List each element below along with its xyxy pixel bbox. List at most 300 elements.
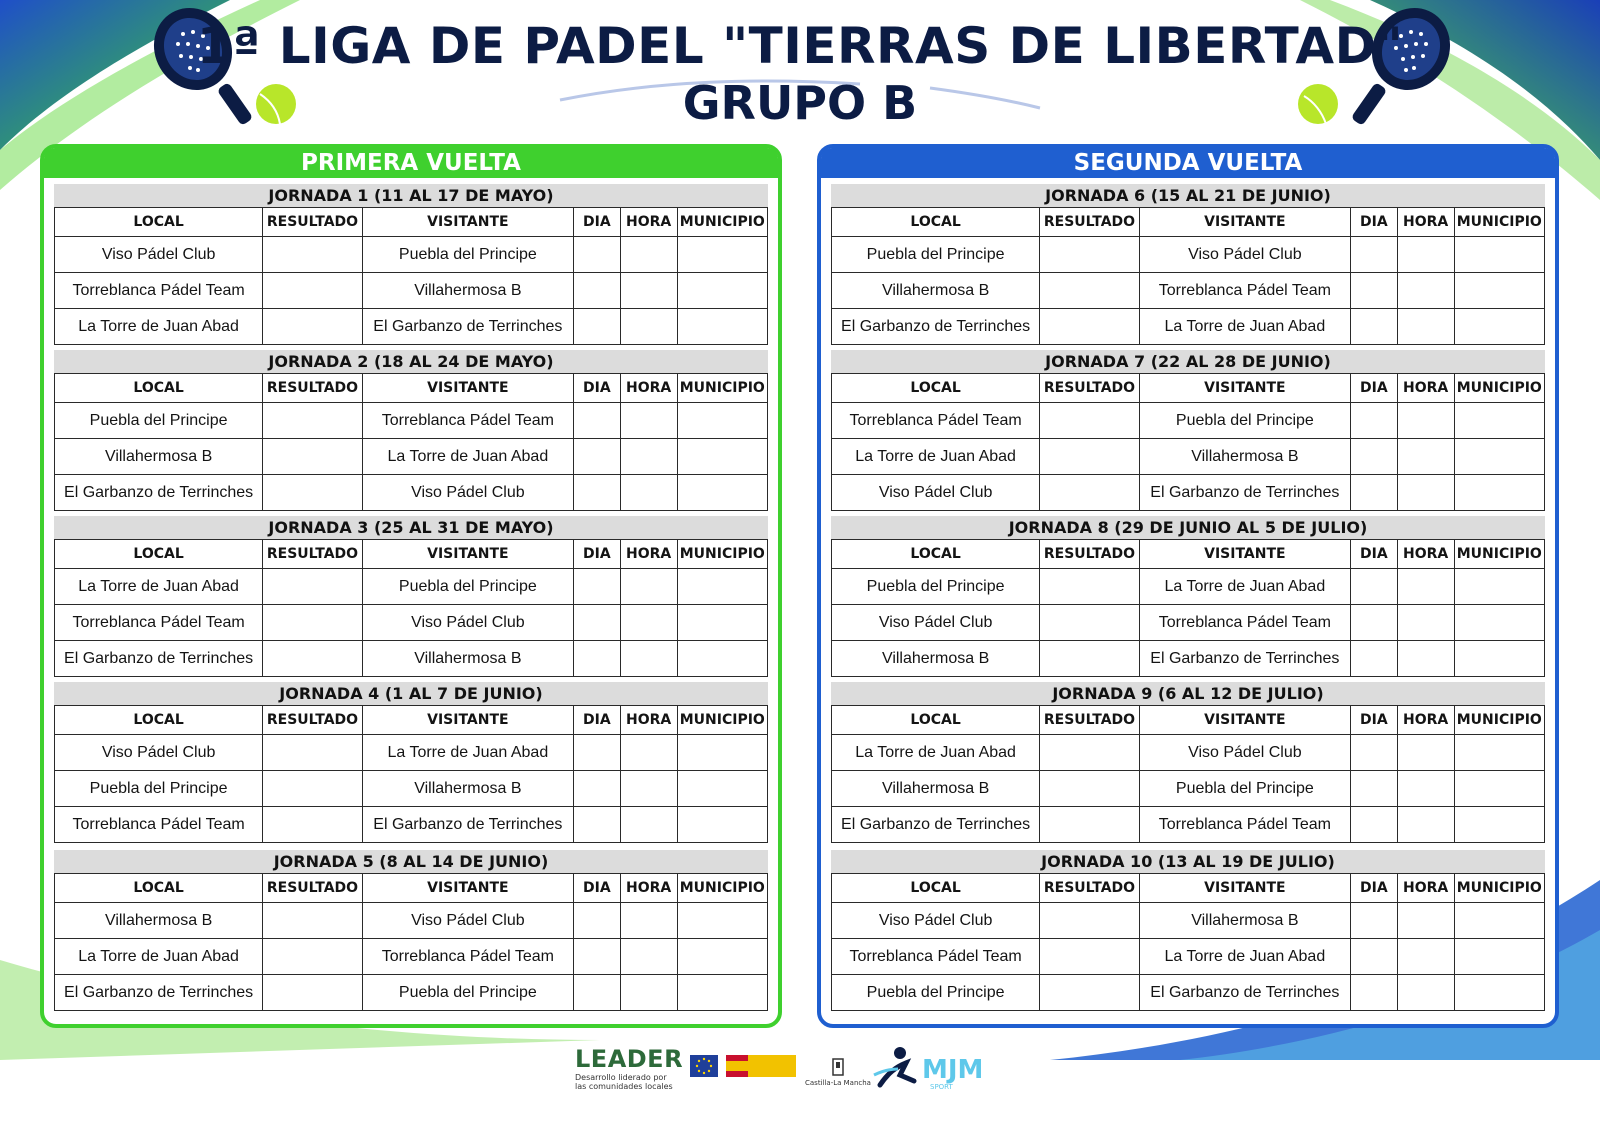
column-header: VISITANTE [362, 874, 573, 903]
column-header: RESULTADO [263, 874, 363, 903]
column-header: LOCAL [55, 874, 263, 903]
municipality-cell[interactable] [1454, 439, 1544, 475]
column-header: MUNICIPIO [1454, 374, 1544, 403]
municipality-cell[interactable] [677, 237, 767, 273]
visiting-team-cell: Viso Pádel Club [1139, 735, 1350, 771]
municipality-cell[interactable] [677, 475, 767, 511]
time-cell[interactable] [1397, 903, 1454, 939]
column-header: LOCAL [832, 208, 1040, 237]
local-team-cell: Puebla del Principe [832, 237, 1040, 273]
jornada-table [54, 373, 768, 511]
municipality-cell[interactable] [1454, 605, 1544, 641]
table-row [832, 237, 1545, 273]
column-header: MUNICIPIO [677, 706, 767, 735]
day-cell[interactable] [573, 439, 620, 475]
result-cell[interactable] [1040, 439, 1140, 475]
clm-logo-text: Castilla-La Mancha [805, 1079, 871, 1087]
column-header: VISITANTE [1139, 374, 1350, 403]
time-cell[interactable] [1397, 939, 1454, 975]
municipality-cell[interactable] [677, 439, 767, 475]
jornada-table [831, 207, 1545, 345]
column-header: DIA [1350, 706, 1397, 735]
result-cell[interactable] [1040, 475, 1140, 511]
jornada-table [54, 873, 768, 1011]
visiting-team-cell: Torreblanca Pádel Team [362, 403, 573, 439]
result-cell[interactable] [263, 903, 363, 939]
time-cell[interactable] [620, 807, 677, 843]
result-cell[interactable] [1040, 939, 1140, 975]
municipality-cell[interactable] [1454, 273, 1544, 309]
column-header: RESULTADO [1040, 374, 1140, 403]
day-cell[interactable] [573, 273, 620, 309]
local-team-cell: El Garbanzo de Terrinches [55, 475, 263, 511]
mjm-logo-text: MJM [922, 1055, 984, 1085]
column-header: DIA [1350, 374, 1397, 403]
local-team-cell: Viso Pádel Club [832, 475, 1040, 511]
column-header: DIA [573, 706, 620, 735]
day-cell[interactable] [573, 569, 620, 605]
visiting-team-cell: La Torre de Juan Abad [362, 735, 573, 771]
table-header-row [832, 208, 1545, 237]
local-team-cell: El Garbanzo de Terrinches [55, 975, 263, 1011]
time-cell[interactable] [620, 641, 677, 677]
day-cell[interactable] [1350, 237, 1397, 273]
column-header: RESULTADO [1040, 540, 1140, 569]
time-cell[interactable] [620, 903, 677, 939]
day-cell[interactable] [573, 605, 620, 641]
day-cell[interactable] [1350, 309, 1397, 345]
column-header: MUNICIPIO [677, 540, 767, 569]
clm-logo [805, 1057, 871, 1087]
time-cell[interactable] [620, 475, 677, 511]
clm-emblem-icon [828, 1057, 848, 1077]
column-header: MUNICIPIO [1454, 874, 1544, 903]
panel-segunda-vuelta [817, 144, 1559, 1028]
column-header: VISITANTE [1139, 208, 1350, 237]
column-header: HORA [1397, 706, 1454, 735]
result-cell[interactable] [1040, 237, 1140, 273]
result-cell[interactable] [263, 569, 363, 605]
day-cell[interactable] [1350, 439, 1397, 475]
day-cell[interactable] [573, 403, 620, 439]
day-cell[interactable] [573, 771, 620, 807]
result-cell[interactable] [263, 939, 363, 975]
table-row [55, 903, 768, 939]
day-cell[interactable] [573, 641, 620, 677]
panel-heading: PRIMERA VUELTA [44, 148, 778, 178]
leader-logo-text: LEADER [575, 1045, 684, 1073]
local-team-cell: Puebla del Principe [832, 569, 1040, 605]
jornada-block [831, 350, 1545, 511]
column-header: LOCAL [55, 374, 263, 403]
jornada-block [831, 682, 1545, 843]
table-row [832, 569, 1545, 605]
municipality-cell[interactable] [677, 309, 767, 345]
column-header: VISITANTE [362, 540, 573, 569]
footer-logos [0, 1045, 1600, 1131]
result-cell[interactable] [263, 475, 363, 511]
municipality-cell[interactable] [677, 403, 767, 439]
time-cell[interactable] [620, 569, 677, 605]
time-cell[interactable] [620, 237, 677, 273]
table-row [832, 439, 1545, 475]
municipality-cell[interactable] [677, 939, 767, 975]
column-header: HORA [1397, 874, 1454, 903]
visiting-team-cell: El Garbanzo de Terrinches [362, 807, 573, 843]
column-header: VISITANTE [1139, 874, 1350, 903]
column-header: HORA [1397, 540, 1454, 569]
local-team-cell: La Torre de Juan Abad [55, 569, 263, 605]
result-cell[interactable] [263, 735, 363, 771]
result-cell[interactable] [1040, 807, 1140, 843]
local-team-cell: Viso Pádel Club [55, 237, 263, 273]
column-header: DIA [573, 208, 620, 237]
local-team-cell: El Garbanzo de Terrinches [832, 309, 1040, 345]
column-header: LOCAL [832, 874, 1040, 903]
column-header: HORA [620, 374, 677, 403]
time-cell[interactable] [620, 273, 677, 309]
column-header: MUNICIPIO [1454, 706, 1544, 735]
day-cell[interactable] [1350, 605, 1397, 641]
visiting-team-cell: Viso Pádel Club [362, 475, 573, 511]
result-cell[interactable] [263, 975, 363, 1011]
visiting-team-cell: Viso Pádel Club [362, 605, 573, 641]
table-header-row [832, 874, 1545, 903]
column-header: RESULTADO [263, 706, 363, 735]
table-row [832, 641, 1545, 677]
column-header: LOCAL [832, 374, 1040, 403]
time-cell[interactable] [1397, 273, 1454, 309]
table-header-row [55, 540, 768, 569]
municipality-cell[interactable] [677, 605, 767, 641]
visiting-team-cell: La Torre de Juan Abad [1139, 569, 1350, 605]
visiting-team-cell: Torreblanca Pádel Team [362, 939, 573, 975]
visiting-team-cell: Villahermosa B [1139, 903, 1350, 939]
jornada-block [54, 850, 768, 1011]
table-row [55, 771, 768, 807]
result-cell[interactable] [263, 309, 363, 345]
day-cell[interactable] [573, 975, 620, 1011]
visiting-team-cell: La Torre de Juan Abad [1139, 939, 1350, 975]
mjm-logo-subtext: SPORT [930, 1083, 953, 1091]
column-header: VISITANTE [362, 208, 573, 237]
time-cell[interactable] [620, 735, 677, 771]
group-title: GRUPO B [682, 76, 918, 130]
municipality-cell[interactable] [1454, 939, 1544, 975]
municipality-cell[interactable] [1454, 475, 1544, 511]
time-cell[interactable] [1397, 771, 1454, 807]
result-cell[interactable] [1040, 403, 1140, 439]
local-team-cell: La Torre de Juan Abad [832, 735, 1040, 771]
column-header: HORA [620, 208, 677, 237]
result-cell[interactable] [1040, 735, 1140, 771]
local-team-cell: Torreblanca Pádel Team [55, 273, 263, 309]
table-row [55, 975, 768, 1011]
result-cell[interactable] [263, 439, 363, 475]
result-cell[interactable] [263, 237, 363, 273]
municipality-cell[interactable] [677, 273, 767, 309]
column-header: DIA [1350, 540, 1397, 569]
column-header: MUNICIPIO [677, 374, 767, 403]
municipality-cell[interactable] [1454, 735, 1544, 771]
time-cell[interactable] [620, 309, 677, 345]
panel-body [44, 178, 778, 1011]
result-cell[interactable] [1040, 309, 1140, 345]
table-row [832, 735, 1545, 771]
column-header: MUNICIPIO [677, 874, 767, 903]
jornada-title: JORNADA 6 (15 AL 21 DE JUNIO) [831, 184, 1545, 207]
municipality-cell[interactable] [677, 569, 767, 605]
municipality-cell[interactable] [1454, 903, 1544, 939]
day-cell[interactable] [573, 475, 620, 511]
local-team-cell: Torreblanca Pádel Team [55, 605, 263, 641]
local-team-cell: Villahermosa B [55, 903, 263, 939]
municipality-cell[interactable] [1454, 569, 1544, 605]
table-row [55, 939, 768, 975]
column-header: LOCAL [832, 706, 1040, 735]
visiting-team-cell: El Garbanzo de Terrinches [1139, 975, 1350, 1011]
column-header: DIA [573, 540, 620, 569]
municipality-cell[interactable] [1454, 641, 1544, 677]
municipality-cell[interactable] [1454, 403, 1544, 439]
time-cell[interactable] [1397, 807, 1454, 843]
day-cell[interactable] [1350, 975, 1397, 1011]
visiting-team-cell: La Torre de Juan Abad [1139, 309, 1350, 345]
table-header-row [55, 374, 768, 403]
column-header: DIA [1350, 874, 1397, 903]
local-team-cell: El Garbanzo de Terrinches [55, 641, 263, 677]
leader-logo [575, 1045, 683, 1091]
table-row [55, 439, 768, 475]
column-header: MUNICIPIO [677, 208, 767, 237]
result-cell[interactable] [263, 641, 363, 677]
visiting-team-cell: Puebla del Principe [362, 975, 573, 1011]
visiting-team-cell: Villahermosa B [362, 273, 573, 309]
jornada-title: JORNADA 8 (29 DE JUNIO AL 5 DE JULIO) [831, 516, 1545, 539]
time-cell[interactable] [1397, 237, 1454, 273]
visiting-team-cell: El Garbanzo de Terrinches [362, 309, 573, 345]
local-team-cell: Villahermosa B [55, 439, 263, 475]
visiting-team-cell: Puebla del Principe [362, 569, 573, 605]
day-cell[interactable] [1350, 903, 1397, 939]
table-row [55, 273, 768, 309]
visiting-team-cell: Torreblanca Pádel Team [1139, 273, 1350, 309]
column-header: DIA [573, 874, 620, 903]
column-header: RESULTADO [1040, 706, 1140, 735]
local-team-cell: La Torre de Juan Abad [55, 309, 263, 345]
time-cell[interactable] [620, 403, 677, 439]
municipality-cell[interactable] [1454, 771, 1544, 807]
table-row [832, 273, 1545, 309]
column-header: VISITANTE [362, 706, 573, 735]
local-team-cell: Torreblanca Pádel Team [832, 403, 1040, 439]
day-cell[interactable] [1350, 771, 1397, 807]
local-team-cell: Villahermosa B [832, 641, 1040, 677]
column-header: HORA [620, 540, 677, 569]
municipality-cell[interactable] [1454, 309, 1544, 345]
table-row [55, 309, 768, 345]
mjm-sport-logo-icon [870, 1045, 922, 1093]
day-cell[interactable] [1350, 641, 1397, 677]
table-row [55, 403, 768, 439]
column-header: LOCAL [55, 706, 263, 735]
time-cell[interactable] [620, 439, 677, 475]
municipality-cell[interactable] [677, 807, 767, 843]
time-cell[interactable] [1397, 403, 1454, 439]
table-header-row [832, 706, 1545, 735]
local-team-cell: La Torre de Juan Abad [832, 439, 1040, 475]
day-cell[interactable] [573, 903, 620, 939]
table-row [55, 735, 768, 771]
jornada-title: JORNADA 10 (13 AL 19 DE JULIO) [831, 850, 1545, 873]
jornada-title: JORNADA 3 (25 AL 31 DE MAYO) [54, 516, 768, 539]
jornada-block [831, 850, 1545, 1011]
time-cell[interactable] [1397, 975, 1454, 1011]
result-cell[interactable] [263, 605, 363, 641]
panel-body [821, 178, 1555, 1011]
local-team-cell: Viso Pádel Club [832, 605, 1040, 641]
table-row [832, 903, 1545, 939]
local-team-cell: La Torre de Juan Abad [55, 939, 263, 975]
table-row [832, 475, 1545, 511]
jornada-table [831, 539, 1545, 677]
municipality-cell[interactable] [677, 903, 767, 939]
result-cell[interactable] [263, 771, 363, 807]
table-row [832, 309, 1545, 345]
day-cell[interactable] [1350, 735, 1397, 771]
municipality-cell[interactable] [677, 771, 767, 807]
page-title [0, 16, 1600, 130]
column-header: RESULTADO [263, 374, 363, 403]
column-header: LOCAL [832, 540, 1040, 569]
time-cell[interactable] [620, 975, 677, 1011]
visiting-team-cell: El Garbanzo de Terrinches [1139, 641, 1350, 677]
table-row [832, 939, 1545, 975]
time-cell[interactable] [620, 771, 677, 807]
table-header-row [55, 874, 768, 903]
jornada-title: JORNADA 7 (22 AL 28 DE JUNIO) [831, 350, 1545, 373]
jornada-title: JORNADA 2 (18 AL 24 DE MAYO) [54, 350, 768, 373]
jornada-title: JORNADA 1 (11 AL 17 DE MAYO) [54, 184, 768, 207]
day-cell[interactable] [573, 939, 620, 975]
column-header: MUNICIPIO [1454, 540, 1544, 569]
local-team-cell: Villahermosa B [832, 771, 1040, 807]
municipality-cell[interactable] [1454, 807, 1544, 843]
time-cell[interactable] [620, 939, 677, 975]
table-row [832, 403, 1545, 439]
spain-flag-icon [726, 1055, 796, 1077]
column-header: LOCAL [55, 540, 263, 569]
table-row [832, 975, 1545, 1011]
column-header: VISITANTE [1139, 540, 1350, 569]
time-cell[interactable] [620, 605, 677, 641]
panel-primera-vuelta [40, 144, 782, 1028]
jornada-table [54, 207, 768, 345]
municipality-cell[interactable] [677, 975, 767, 1011]
day-cell[interactable] [573, 237, 620, 273]
municipality-cell[interactable] [677, 641, 767, 677]
time-cell[interactable] [1397, 735, 1454, 771]
table-row [55, 605, 768, 641]
jornada-block [54, 184, 768, 345]
column-header: HORA [1397, 208, 1454, 237]
day-cell[interactable] [573, 807, 620, 843]
result-cell[interactable] [1040, 569, 1140, 605]
day-cell[interactable] [573, 309, 620, 345]
table-header-row [832, 374, 1545, 403]
table-row [55, 237, 768, 273]
result-cell[interactable] [1040, 605, 1140, 641]
local-team-cell: Puebla del Principe [832, 975, 1040, 1011]
jornada-title: JORNADA 9 (6 AL 12 DE JULIO) [831, 682, 1545, 705]
day-cell[interactable] [1350, 475, 1397, 511]
result-cell[interactable] [263, 403, 363, 439]
local-team-cell: Puebla del Principe [55, 403, 263, 439]
table-row [832, 771, 1545, 807]
jornada-table [54, 705, 768, 843]
day-cell[interactable] [1350, 939, 1397, 975]
result-cell[interactable] [1040, 903, 1140, 939]
result-cell[interactable] [1040, 975, 1140, 1011]
result-cell[interactable] [263, 273, 363, 309]
time-cell[interactable] [1397, 439, 1454, 475]
eu-flag-icon [690, 1055, 718, 1077]
municipality-cell[interactable] [1454, 237, 1544, 273]
column-header: RESULTADO [1040, 874, 1140, 903]
local-team-cell: Villahermosa B [832, 273, 1040, 309]
table-header-row [55, 208, 768, 237]
day-cell[interactable] [1350, 807, 1397, 843]
result-cell[interactable] [1040, 771, 1140, 807]
visiting-team-cell: El Garbanzo de Terrinches [1139, 475, 1350, 511]
time-cell[interactable] [1397, 605, 1454, 641]
jornada-block [54, 350, 768, 511]
local-team-cell: Puebla del Principe [55, 771, 263, 807]
result-cell[interactable] [1040, 273, 1140, 309]
result-cell[interactable] [1040, 641, 1140, 677]
municipality-cell[interactable] [1454, 975, 1544, 1011]
column-header: RESULTADO [1040, 208, 1140, 237]
column-header: VISITANTE [1139, 706, 1350, 735]
day-cell[interactable] [1350, 273, 1397, 309]
visiting-team-cell: Villahermosa B [1139, 439, 1350, 475]
day-cell[interactable] [1350, 569, 1397, 605]
visiting-team-cell: Viso Pádel Club [362, 903, 573, 939]
jornada-block [54, 682, 768, 843]
column-header: HORA [620, 874, 677, 903]
column-header: LOCAL [55, 208, 263, 237]
table-row [832, 807, 1545, 843]
column-header: RESULTADO [263, 540, 363, 569]
time-cell[interactable] [1397, 309, 1454, 345]
leader-subtitle-2: las comunidades locales [575, 1082, 673, 1091]
day-cell[interactable] [573, 735, 620, 771]
time-cell[interactable] [1397, 569, 1454, 605]
local-team-cell: Viso Pádel Club [55, 735, 263, 771]
visiting-team-cell: Villahermosa B [362, 771, 573, 807]
jornada-title: JORNADA 4 (1 AL 7 DE JUNIO) [54, 682, 768, 705]
jornada-block [831, 184, 1545, 345]
column-header: HORA [1397, 374, 1454, 403]
municipality-cell[interactable] [677, 735, 767, 771]
table-header-row [832, 540, 1545, 569]
result-cell[interactable] [263, 807, 363, 843]
leader-subtitle-1: Desarrollo liderado por [575, 1073, 667, 1082]
time-cell[interactable] [1397, 641, 1454, 677]
jornada-block [831, 516, 1545, 677]
time-cell[interactable] [1397, 475, 1454, 511]
day-cell[interactable] [1350, 403, 1397, 439]
